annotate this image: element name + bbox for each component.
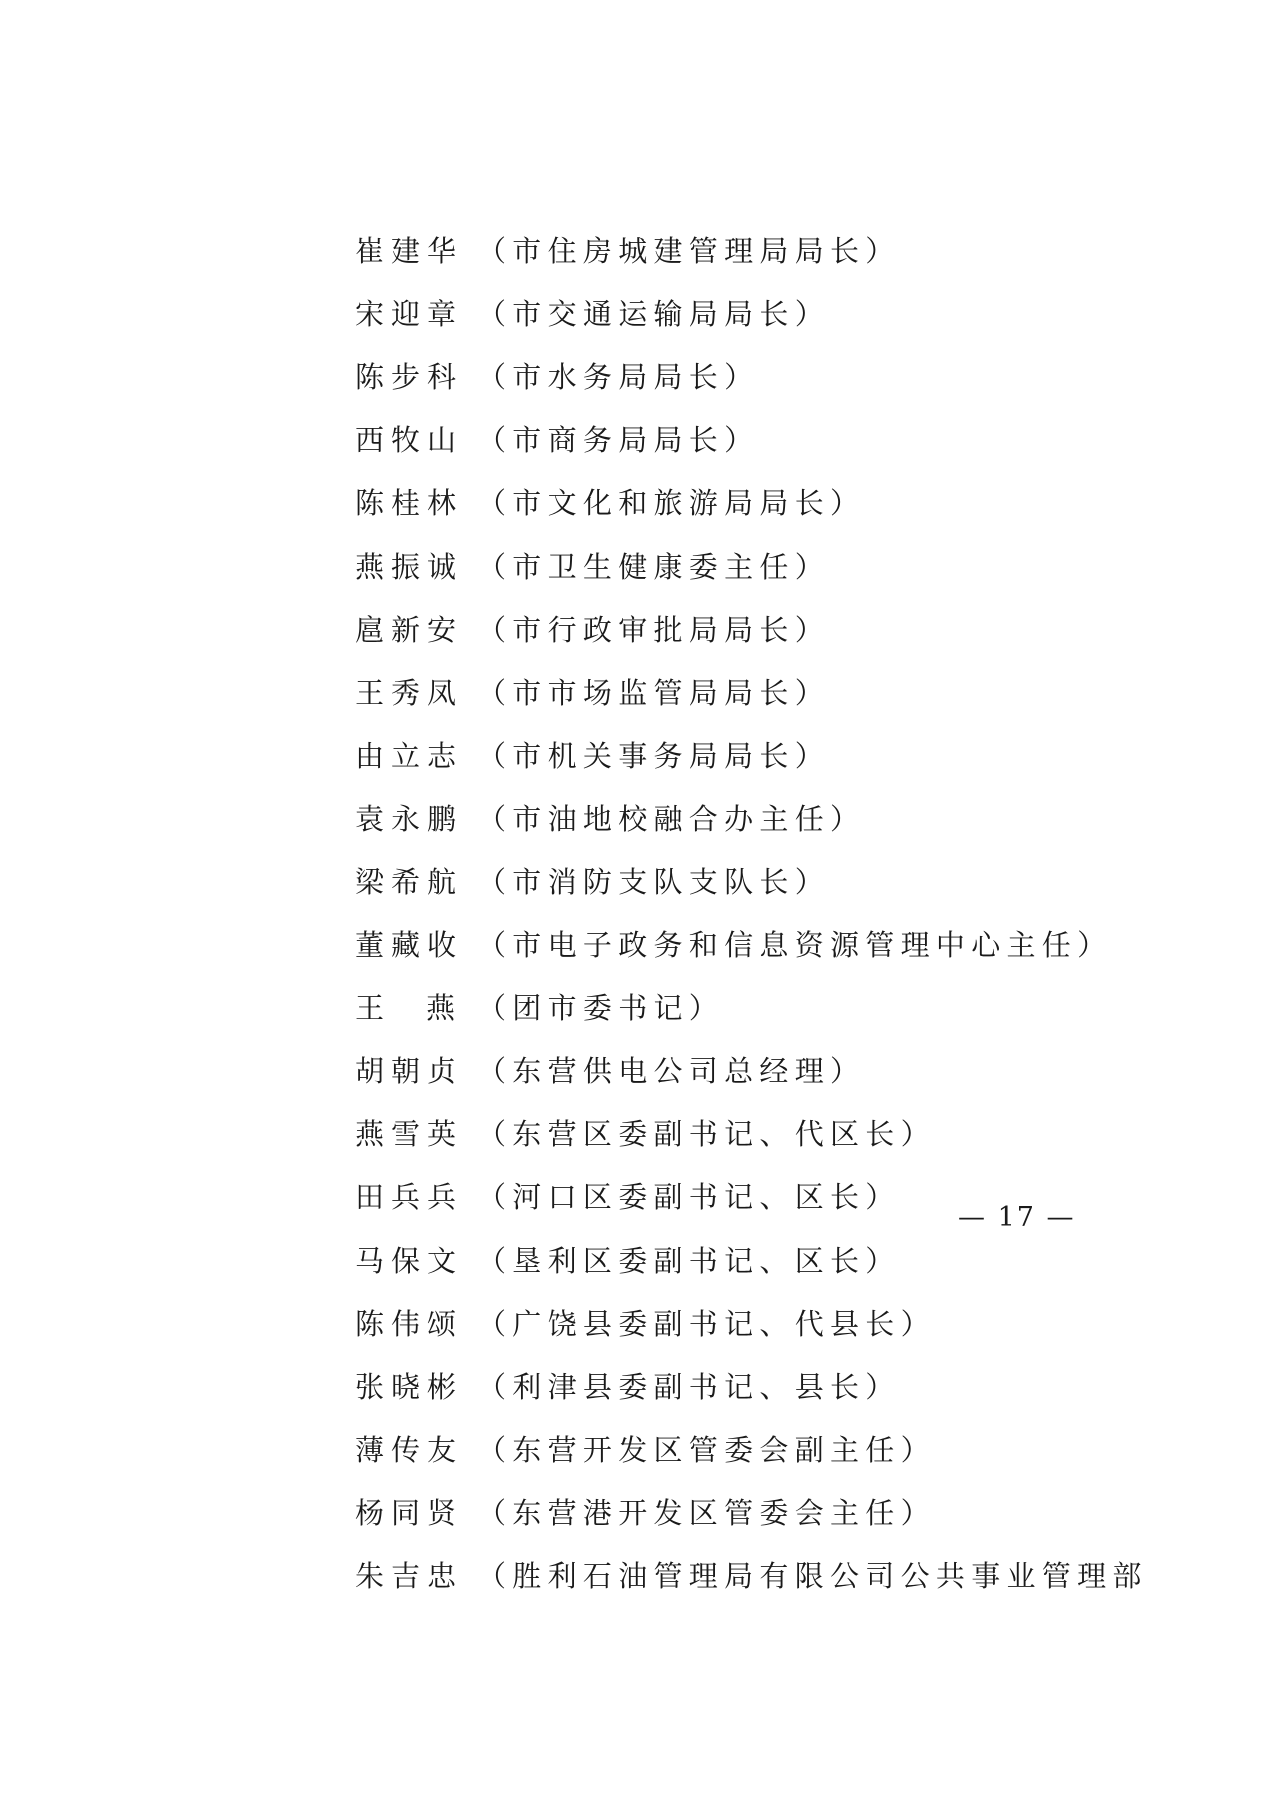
member-role: （河口区委副书记、区长）	[477, 1180, 901, 1215]
member-name-char: 王	[355, 991, 385, 1026]
member-name: 田兵兵	[355, 1180, 464, 1215]
member-name: 由立志	[355, 738, 464, 773]
list-item	[355, 1480, 1148, 1543]
list-item	[355, 218, 1148, 281]
member-role: （胜利石油管理局有限公司公共事业管理部	[477, 1559, 1148, 1594]
list-item	[355, 723, 1148, 786]
member-role: （市机关事务局局长）	[477, 738, 831, 773]
list-item	[355, 1543, 1148, 1606]
member-name: 胡朝贞	[355, 1054, 464, 1089]
member-role: （团市委书记）	[477, 991, 725, 1026]
member-name: 宋迎章	[355, 297, 464, 332]
member-name: 扈新安	[355, 612, 464, 647]
member-list	[355, 218, 1148, 1606]
member-name: 陈桂林	[355, 486, 464, 521]
member-role: （东营开发区管委会副主任）	[477, 1432, 936, 1467]
member-name: 燕振诚	[355, 549, 464, 584]
member-role: （利津县委副书记、县长）	[477, 1369, 901, 1404]
member-role: （市住房城建管理局局长）	[477, 234, 901, 269]
list-item	[355, 1354, 1148, 1417]
list-item	[355, 344, 1148, 407]
member-name: 崔建华	[355, 234, 464, 269]
member-name: 梁希航	[355, 864, 464, 899]
list-item	[355, 597, 1148, 660]
member-name: 杨同贤	[355, 1495, 464, 1530]
member-role: （市油地校融合办主任）	[477, 801, 866, 836]
member-name: 陈伟颂	[355, 1306, 464, 1341]
member-role: （市行政审批局局长）	[477, 612, 831, 647]
list-item	[355, 281, 1148, 344]
list-item	[355, 975, 1148, 1038]
list-item	[355, 1291, 1148, 1354]
member-name: 陈步科	[355, 360, 464, 395]
member-name: 西牧山	[355, 423, 464, 458]
member-name: 袁永鹏	[355, 801, 464, 836]
member-role: （市交通运输局局长）	[477, 297, 831, 332]
member-name: 张晓彬	[355, 1369, 464, 1404]
member-name: 马保文	[355, 1243, 464, 1278]
list-item	[355, 1228, 1148, 1291]
member-role: （市市场监管局局长）	[477, 675, 831, 710]
list-item	[355, 1101, 1148, 1164]
member-name: 朱吉忠	[355, 1559, 464, 1594]
list-item	[355, 912, 1148, 975]
member-role: （市消防支队支队长）	[477, 864, 831, 899]
page-number-text: — 17 —	[958, 1202, 1076, 1233]
list-item	[355, 660, 1148, 723]
list-item	[355, 1038, 1148, 1101]
member-name	[355, 986, 463, 1027]
member-role: （市水务局局长）	[477, 360, 760, 395]
member-name: 王秀凤	[355, 675, 464, 710]
member-role: （东营区委副书记、代区长）	[477, 1117, 936, 1152]
member-role: （垦利区委副书记、区长）	[477, 1243, 901, 1278]
member-name: 薄传友	[355, 1432, 464, 1467]
member-name: 燕雪英	[355, 1117, 464, 1152]
list-item	[355, 407, 1148, 470]
member-role: （市文化和旅游局局长）	[477, 486, 866, 521]
member-name: 董藏收	[355, 928, 464, 963]
member-role: （市卫生健康委主任）	[477, 549, 831, 584]
list-item	[355, 533, 1148, 596]
member-name-char: 燕	[425, 991, 455, 1026]
list-item	[355, 1417, 1148, 1480]
member-role: （广饶县委副书记、代县长）	[477, 1306, 936, 1341]
list-item	[355, 470, 1148, 533]
member-role: （市商务局局长）	[477, 423, 760, 458]
member-role: （东营供电公司总经理）	[477, 1054, 866, 1089]
member-role: （市电子政务和信息资源管理中心主任）	[477, 928, 1113, 963]
list-item	[355, 849, 1148, 912]
list-item	[355, 786, 1148, 849]
member-role: （东营港开发区管委会主任）	[477, 1495, 936, 1530]
